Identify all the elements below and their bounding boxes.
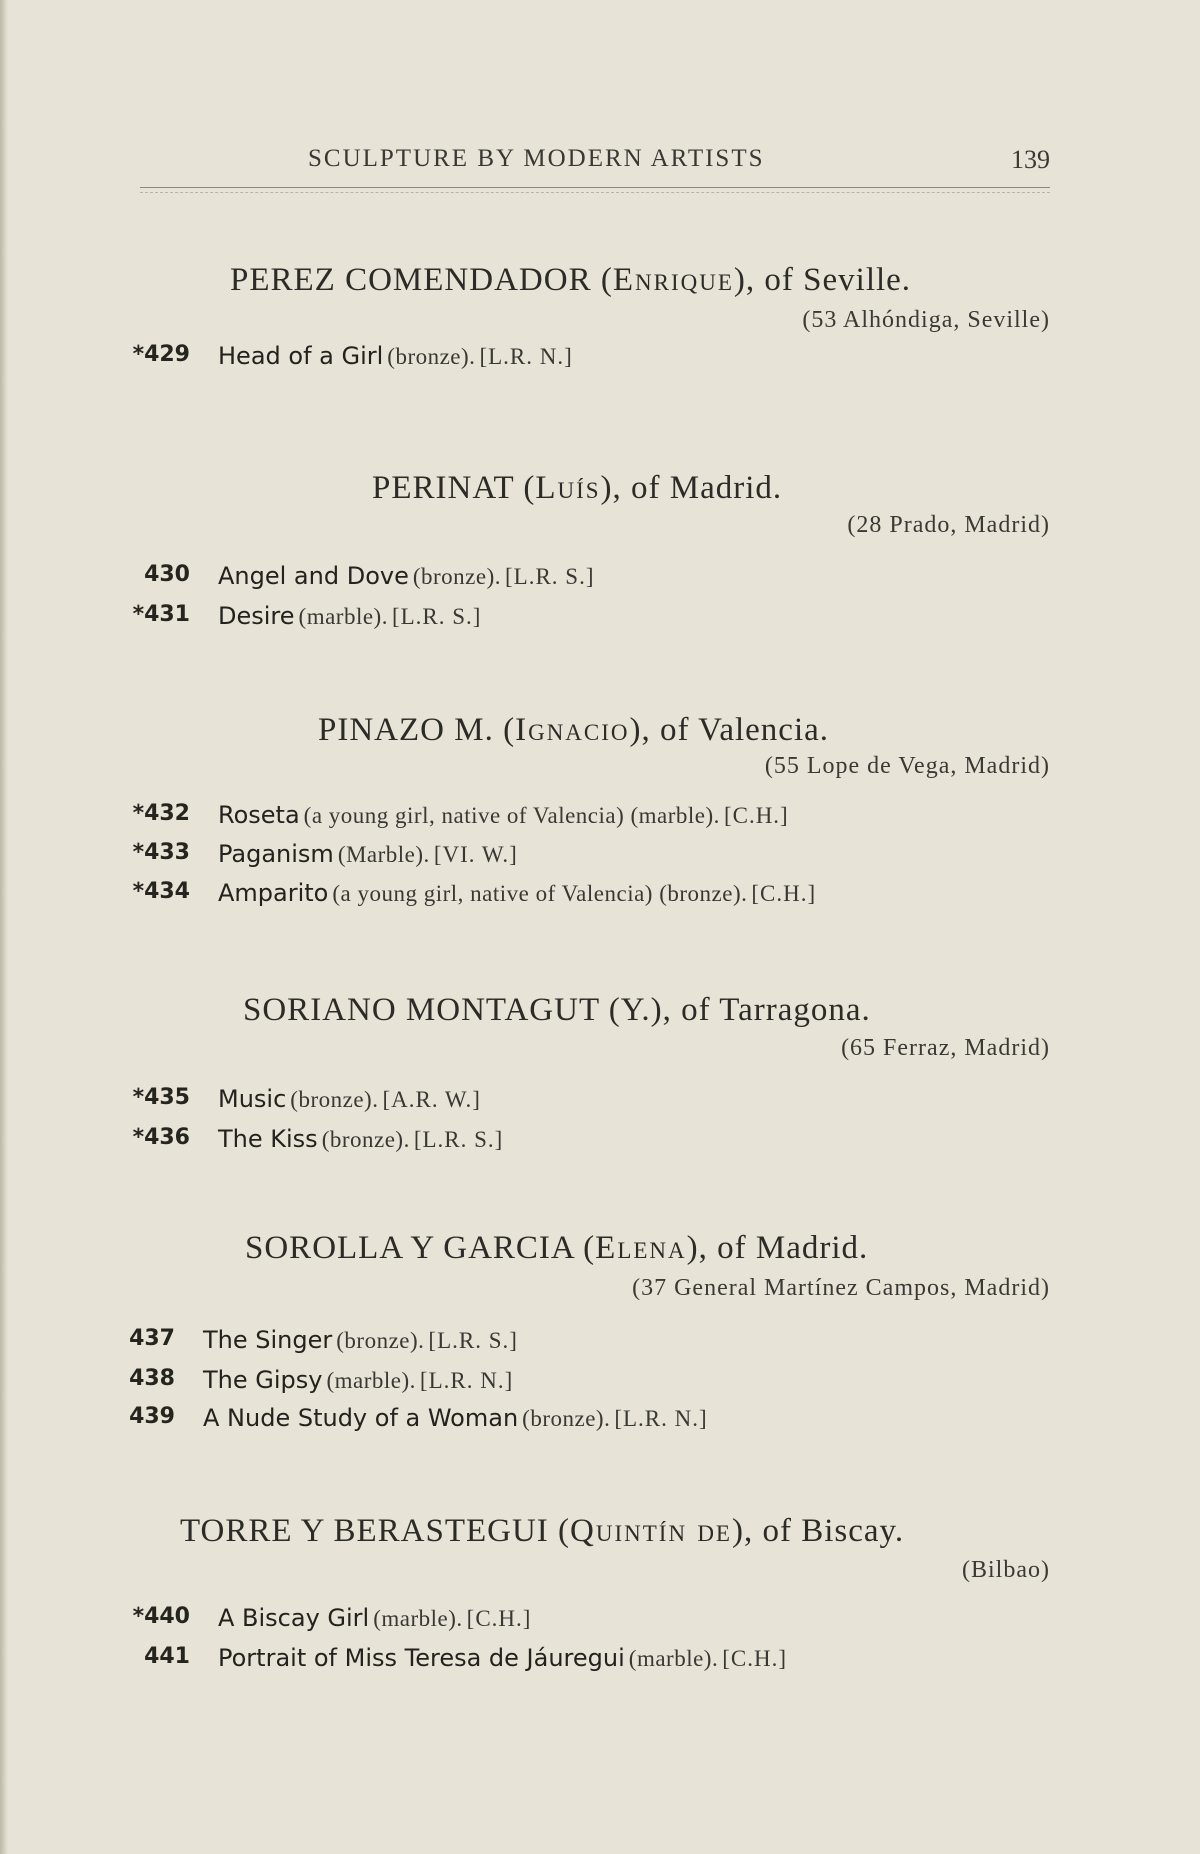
entry-text	[218, 1644, 787, 1672]
page-number: 139	[1011, 145, 1050, 174]
entry-medium: (marble).	[326, 1368, 416, 1393]
artist-address: (53 Alhóndiga, Seville)	[802, 307, 1050, 333]
entry-owner: [L.R. N.]	[419, 1368, 514, 1393]
entry-owner: [C.H.]	[466, 1606, 532, 1631]
entry-text	[218, 602, 481, 630]
artist-given-name: Ignacio	[515, 712, 630, 748]
artist-address: (65 Ferraz, Madrid)	[841, 1035, 1050, 1061]
artist-given-name: Luís	[535, 470, 601, 506]
entry-medium: (a young girl, native of Valencia) (bronze).	[332, 881, 748, 906]
artist-address: (Bilbao)	[962, 1557, 1050, 1583]
entry-title: Portrait of Miss Teresa de Jáuregui	[218, 1644, 625, 1672]
entry-text	[203, 1326, 518, 1354]
artist-given-name: Elena	[595, 1230, 687, 1266]
artist-heading: TORRE Y BERASTEGUI (Quintín de), of Biscay.	[180, 1513, 905, 1549]
artist-heading: PERINAT (Luís), of Madrid.	[372, 470, 783, 506]
entry-medium: (bronze).	[336, 1328, 425, 1353]
entry-text	[218, 1604, 531, 1632]
entry-text	[218, 801, 789, 829]
entry-number: *429	[132, 342, 190, 367]
artist-address: (55 Lope de Vega, Madrid)	[764, 753, 1050, 779]
entry-owner: [C.H.]	[723, 803, 789, 828]
artist-surname: PINAZO M.	[318, 712, 494, 748]
entry-owner: [L.R. N.]	[479, 344, 573, 369]
entry-medium: (a young girl, native of Valencia) (marble).	[303, 803, 720, 828]
entry-owner: [C.H.]	[722, 1646, 787, 1671]
entry-owner: [C.H.]	[751, 881, 817, 906]
entry-number: 430	[144, 562, 190, 587]
entry-text	[203, 1404, 708, 1432]
entry-title: Roseta	[218, 801, 300, 829]
entry-owner: [L.R. S.]	[391, 604, 482, 629]
artist-origin: , of Seville.	[745, 262, 912, 298]
entry-owner: [A.R. W.]	[382, 1087, 481, 1112]
entry-medium: (marble).	[373, 1606, 463, 1631]
artist-address: (37 General Martínez Campos, Madrid)	[632, 1275, 1050, 1301]
entry-text	[203, 1366, 513, 1394]
artist-heading: PINAZO M. (Ignacio), of Valencia.	[318, 712, 830, 748]
entry-medium: (bronze).	[290, 1087, 379, 1112]
entry-medium: (marble).	[298, 604, 388, 629]
entry-title: Music	[218, 1085, 287, 1113]
header-rule	[140, 187, 1050, 188]
artist-address: (28 Prado, Madrid)	[847, 512, 1050, 538]
page-edge-shadow	[0, 0, 8, 1854]
entry-title: The Kiss	[218, 1125, 318, 1153]
entry-title: A Biscay Girl	[218, 1604, 370, 1632]
entry-owner: [VI. W.]	[433, 842, 518, 867]
entry-text	[218, 879, 816, 907]
artist-origin: , of Tarragona.	[662, 992, 871, 1028]
entry-title: Angel and Dove	[218, 562, 409, 590]
artist-surname: SOROLLA Y GARCIA	[245, 1230, 574, 1266]
entry-text	[218, 342, 573, 370]
entry-text	[218, 840, 518, 868]
artist-origin: , of Madrid.	[612, 470, 783, 506]
entry-text	[218, 1125, 503, 1153]
artist-heading: SOROLLA Y GARCIA (Elena), of Madrid.	[245, 1230, 869, 1266]
entry-number: *440	[132, 1604, 190, 1629]
entry-medium: (bronze).	[412, 564, 501, 589]
entry-title: Paganism	[218, 840, 334, 868]
entry-medium: (Marble).	[337, 842, 430, 867]
entry-title: Amparito	[218, 879, 329, 907]
artist-origin: , of Biscay.	[744, 1513, 905, 1549]
entry-medium: (marble).	[628, 1646, 719, 1671]
artist-surname: PERINAT	[372, 470, 515, 506]
entry-owner: [L.R. S.]	[505, 564, 595, 589]
entry-title: Head of a Girl	[218, 342, 384, 370]
entry-text	[218, 562, 595, 590]
entry-owner: [L.R. S.]	[413, 1127, 504, 1152]
artist-given-name: Enrique	[612, 262, 734, 298]
entry-title: A Nude Study of a Woman	[203, 1404, 519, 1432]
entry-owner: [L.R. N.]	[614, 1406, 708, 1431]
entry-number: *436	[132, 1125, 190, 1150]
entry-text	[218, 1085, 481, 1113]
entry-number: *434	[132, 879, 190, 904]
running-title: SCULPTURE BY MODERN ARTISTS	[308, 145, 765, 172]
artist-origin: , of Madrid.	[698, 1230, 869, 1266]
artist-surname: PEREZ COMENDADOR	[230, 262, 592, 298]
artist-heading: SORIANO MONTAGUT (Y.), of Tarragona.	[243, 992, 871, 1028]
running-head	[300, 145, 1060, 181]
entry-title: The Singer	[203, 1326, 333, 1354]
entry-owner: [L.R. S.]	[428, 1328, 518, 1353]
entry-number: *431	[132, 602, 190, 627]
artist-surname: SORIANO MONTAGUT	[243, 992, 600, 1028]
artist-given-name: Quintín de	[570, 1513, 732, 1549]
entry-number: 438	[129, 1366, 175, 1391]
entry-number: *432	[132, 801, 190, 826]
header-rule-secondary	[140, 192, 1050, 193]
entry-title: Desire	[218, 602, 295, 630]
entry-medium: (bronze).	[522, 1406, 611, 1431]
entry-number: 441	[144, 1644, 190, 1669]
artist-surname: TORRE Y BERASTEGUI	[180, 1513, 549, 1549]
entry-number: 437	[129, 1326, 175, 1351]
artist-given-name: Y.	[620, 992, 651, 1028]
artist-origin: , of Valencia.	[641, 712, 830, 748]
artist-heading: PEREZ COMENDADOR (Enrique), of Seville.	[230, 262, 912, 298]
entry-number: *433	[132, 840, 190, 865]
entry-medium: (bronze).	[321, 1127, 410, 1152]
entry-number: 439	[129, 1404, 175, 1429]
entry-title: The Gipsy	[203, 1366, 323, 1394]
entry-medium: (bronze).	[387, 344, 476, 369]
entry-number: *435	[132, 1085, 190, 1110]
